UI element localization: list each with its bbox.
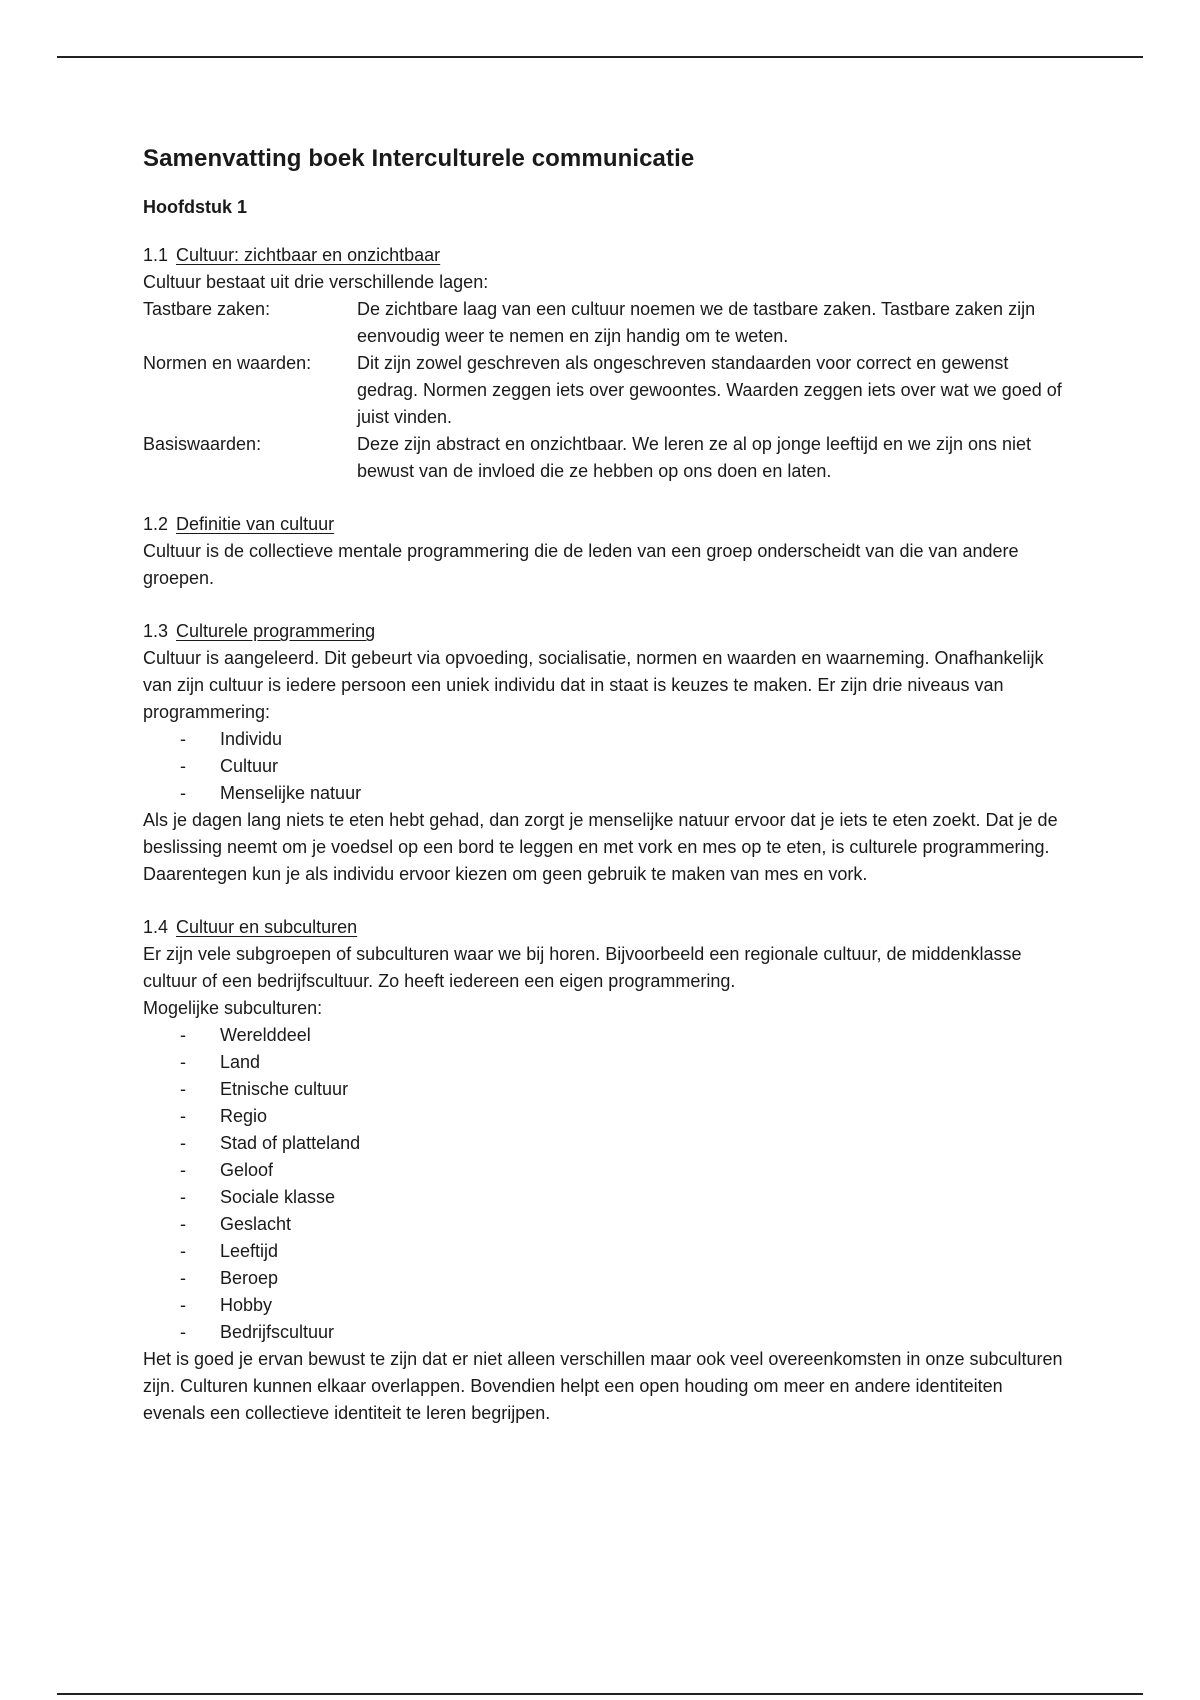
list-item [143, 1292, 1063, 1319]
list-item-text: Beroep [220, 1268, 279, 1288]
bullet-dash: - [180, 1295, 186, 1315]
section-heading [143, 914, 1063, 941]
definition-row [143, 431, 1063, 485]
bullet-dash: - [180, 1106, 186, 1126]
top-rule [57, 56, 1143, 58]
section-heading [143, 618, 1063, 645]
list-item-text: Bedrijfscultuur [220, 1322, 335, 1342]
bullet-dash: - [180, 1322, 186, 1342]
section-text: Cultuur is aangeleerd. Dit gebeurt via opvoeding, socialisatie, normen en waarden en waarneming. Onafhankelijk van zijn cultuur is iedere persoon een uniek individu dat in staat is keuzes te maken. Er zijn drie niveaus van programmering: [143, 648, 1044, 722]
list-item [143, 1076, 1063, 1103]
section-text: Er zijn vele subgroepen of subculturen waar we bij horen. Bijvoorbeeld een regionale cultuur, de middenklasse cultuur of een bedrijfscultuur. Zo heeft iedereen een eigen programmering. [143, 944, 1022, 991]
section-after-text: Het is goed je ervan bewust te zijn dat er niet alleen verschillen maar ook veel overeenkomsten in onze subculturen zijn. Culturen kunnen elkaar overlappen. Bovendien helpt een open houding om meer en andere identiteiten evenals een collectieve identiteit te leren begrijpen. [143, 1349, 1063, 1423]
bullet-dash: - [180, 1268, 186, 1288]
section-title: Cultuur: zichtbaar en onzichtbaar [176, 245, 441, 265]
list-item [143, 1103, 1063, 1130]
list-item-text: Werelddeel [220, 1025, 311, 1045]
list-item [143, 1265, 1063, 1292]
section-1-4 [143, 914, 1063, 1427]
chapter-heading: Hoofdstuk 1 [143, 197, 248, 217]
bullet-dash: - [180, 1160, 186, 1180]
section-heading [143, 242, 1063, 269]
list-item-text: Leeftijd [220, 1241, 279, 1261]
bullet-dash: - [180, 1052, 186, 1072]
section-title: Cultuur en subculturen [176, 917, 358, 937]
list-item [143, 1022, 1063, 1049]
programming-levels-list [143, 726, 1063, 807]
section-text: Cultuur is de collectieve mentale programmering die de leden van een groep onderscheidt van die van andere groepen. [143, 541, 1019, 588]
section-title: Culturele programmering [176, 621, 376, 641]
list-item [143, 1157, 1063, 1184]
section-number: 1.4 [143, 917, 169, 937]
section-heading [143, 511, 1063, 538]
document-title: Samenvatting boek Interculturele communicatie [143, 145, 695, 172]
list-item [143, 780, 1063, 807]
definition-term: Tastbare zaken: [143, 299, 271, 319]
bullet-dash: - [180, 1133, 186, 1153]
list-item-text: Cultuur [220, 756, 279, 776]
list-item [143, 726, 1063, 753]
list-item [143, 1184, 1063, 1211]
definition-text: Dit zijn zowel geschreven als ongeschreven standaarden voor correct en gewenst gedrag. Normen zeggen iets over gewoontes. Waarden zeggen iets over wat we goed of juist vinden. [357, 353, 1062, 427]
definition-text: Deze zijn abstract en onzichtbaar. We leren ze al op jonge leeftijd en we zijn ons niet bewust van de invloed die ze hebben op ons doen en laten. [357, 434, 1032, 481]
list-item-text: Stad of platteland [220, 1133, 361, 1153]
list-item-text: Geslacht [220, 1214, 292, 1234]
bullet-dash: - [180, 756, 186, 776]
list-item-text: Individu [220, 729, 283, 749]
definition-text: De zichtbare laag van een cultuur noemen we de tastbare zaken. Tastbare zaken zijn eenvoudig weer te nemen en zijn handig om te weten. [357, 299, 1036, 346]
bullet-dash: - [180, 1214, 186, 1234]
document-page [143, 142, 1063, 1427]
list-item-text: Geloof [220, 1160, 274, 1180]
bottom-rule [57, 1693, 1143, 1695]
definition-list [143, 296, 1063, 485]
list-item [143, 1130, 1063, 1157]
section-intro: Cultuur bestaat uit drie verschillende lagen: [143, 272, 489, 292]
definition-term: Basiswaarden: [143, 434, 262, 454]
list-item [143, 1049, 1063, 1076]
list-item [143, 1211, 1063, 1238]
definition-term: Normen en waarden: [143, 353, 312, 373]
definition-row [143, 296, 1063, 350]
list-item-text: Sociale klasse [220, 1187, 336, 1207]
bullet-dash: - [180, 1241, 186, 1261]
list-item [143, 1238, 1063, 1265]
list-item-text: Land [220, 1052, 261, 1072]
bullet-dash: - [180, 783, 186, 803]
list-item [143, 753, 1063, 780]
section-number: 1.3 [143, 621, 169, 641]
section-number: 1.1 [143, 245, 169, 265]
section-title: Definitie van cultuur [176, 514, 335, 534]
section-1-1 [143, 242, 1063, 485]
bullet-dash: - [180, 1187, 186, 1207]
subcultures-list [143, 1022, 1063, 1346]
section-1-2 [143, 511, 1063, 592]
definition-row [143, 350, 1063, 431]
list-item-text: Regio [220, 1106, 268, 1126]
section-after-text: Als je dagen lang niets te eten hebt gehad, dan zorgt je menselijke natuur ervoor dat je iets te eten zoekt. Dat je de beslissing neemt om je voedsel op een bord te leggen en met vork en mes op te eten, is culturele programmering. Daarentegen kun je als individu ervoor kiezen om geen gebruik te maken van mes en vork. [143, 810, 1058, 884]
bullet-dash: - [180, 1025, 186, 1045]
list-item-text: Menselijke natuur [220, 783, 362, 803]
subcultures-intro: Mogelijke subculturen: [143, 998, 323, 1018]
bullet-dash: - [180, 729, 186, 749]
list-item-text: Etnische cultuur [220, 1079, 349, 1099]
section-number: 1.2 [143, 514, 169, 534]
bullet-dash: - [180, 1079, 186, 1099]
list-item-text: Hobby [220, 1295, 273, 1315]
list-item [143, 1319, 1063, 1346]
section-1-3 [143, 618, 1063, 888]
